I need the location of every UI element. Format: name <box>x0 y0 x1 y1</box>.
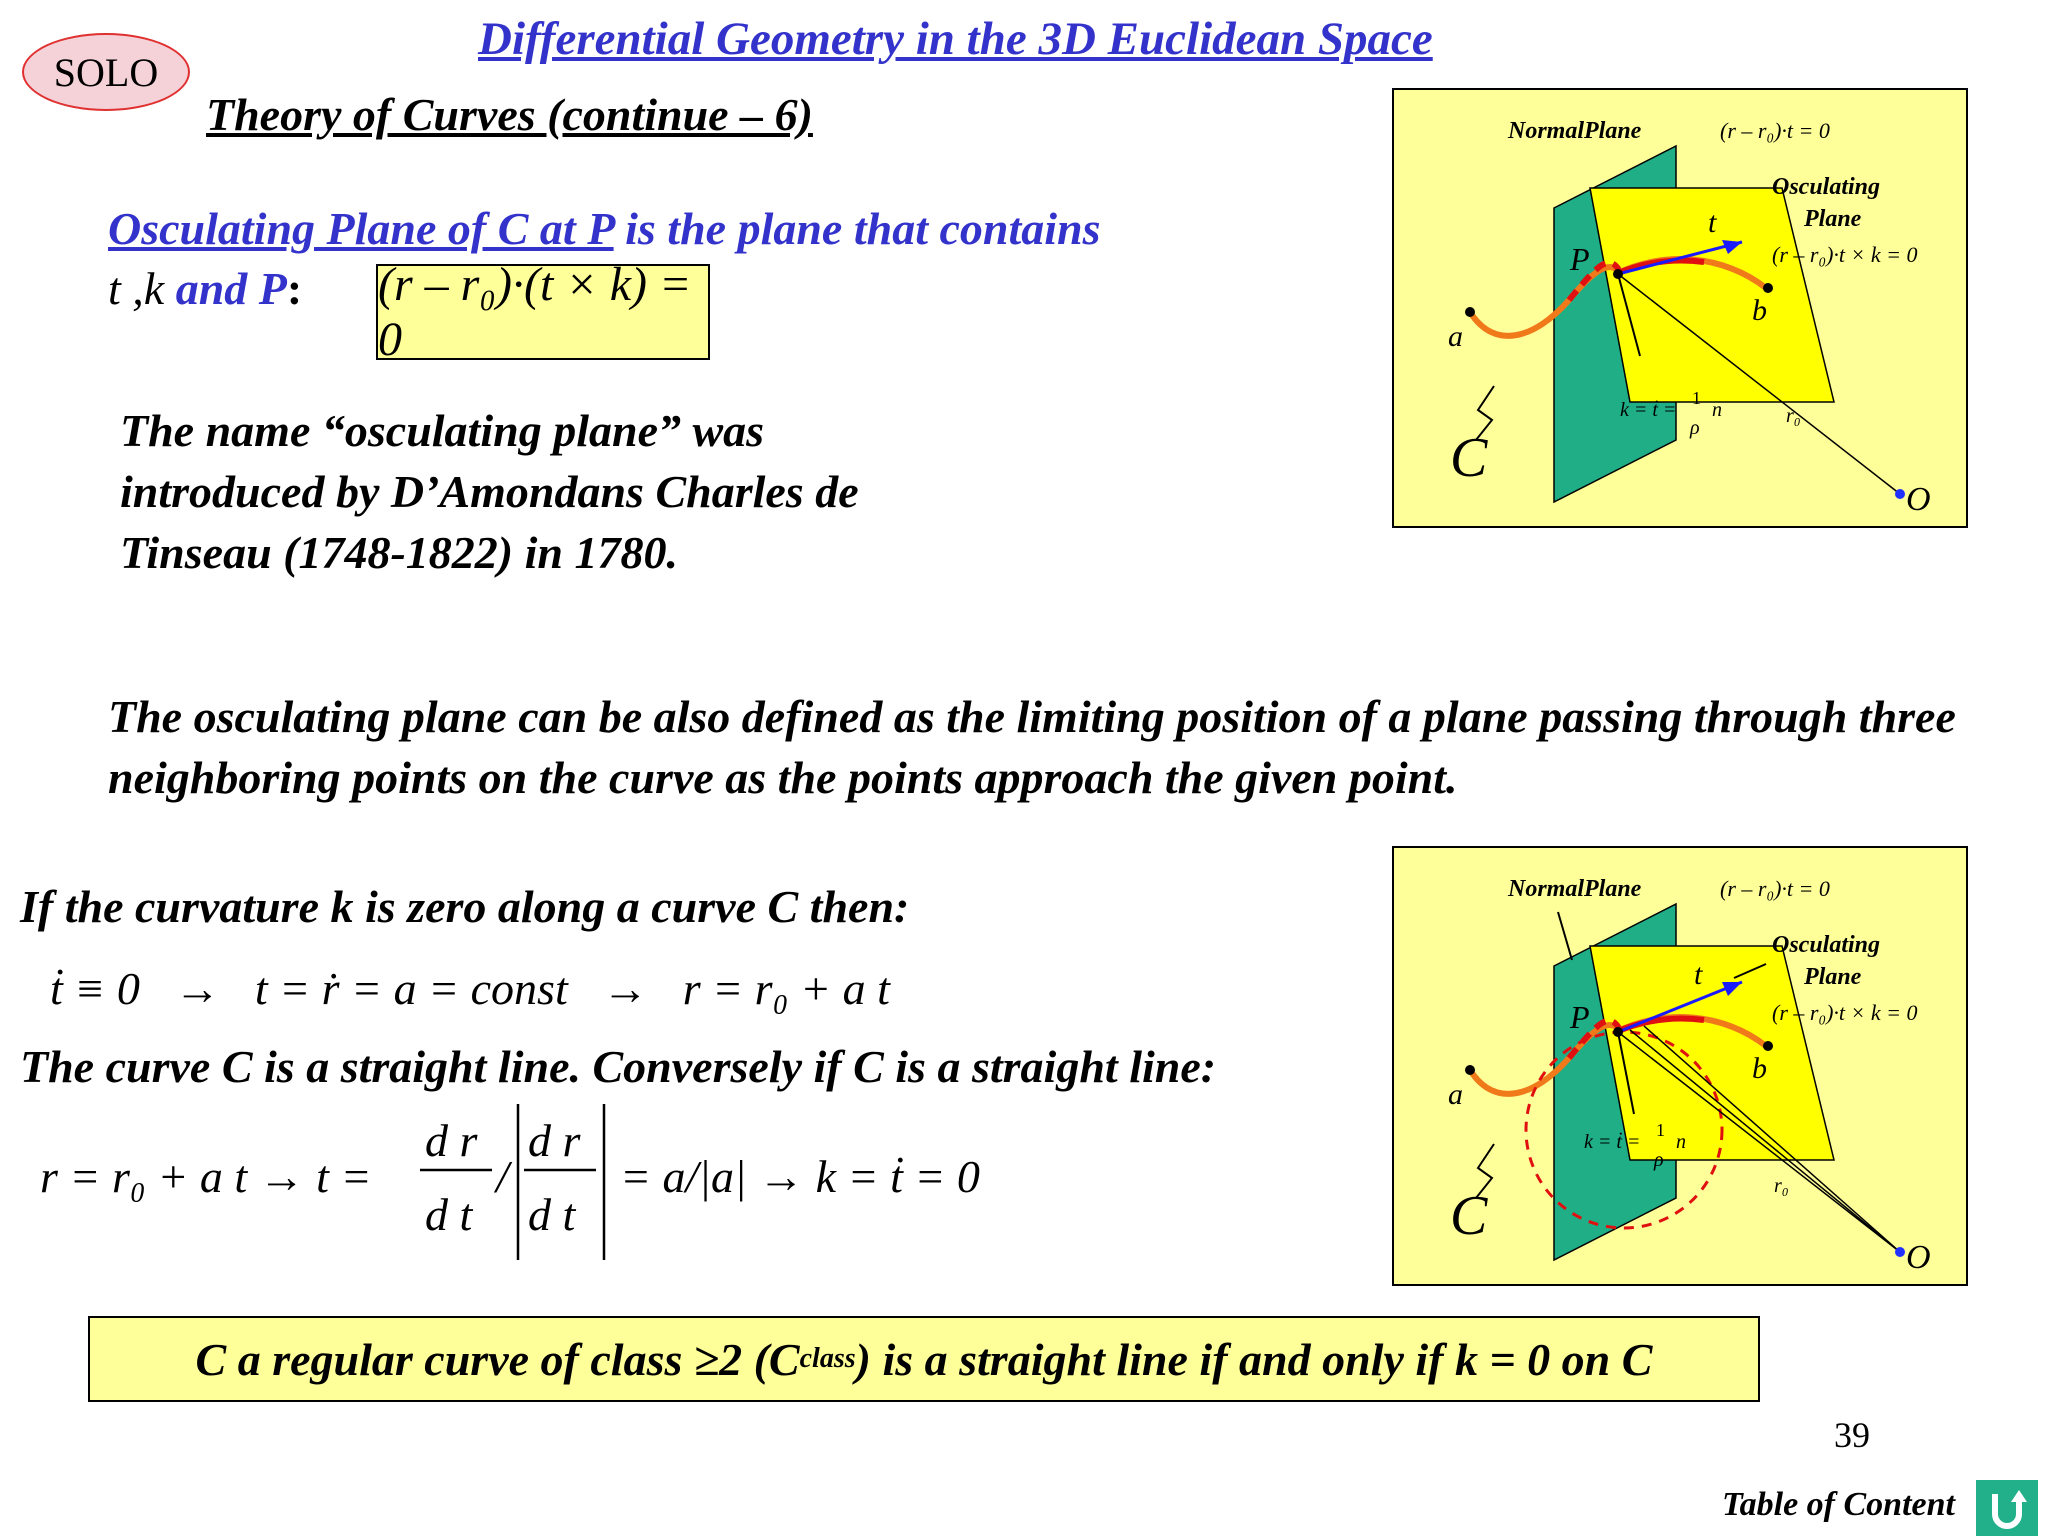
straight-line-colon: : <box>1200 1041 1217 1092</box>
osculating-label-1: Osculating <box>1772 174 1881 200</box>
k-equation: k = ṫ = <box>1620 399 1677 421</box>
o-label: O <box>1906 481 1931 518</box>
p-label-2: P <box>1570 999 1590 1035</box>
osculating-plane-shape-2 <box>1590 946 1834 1160</box>
t-label: t <box>1708 206 1717 239</box>
osculating-figure-bottom <box>1392 846 1968 1286</box>
osculating-label-2: Plane <box>1804 206 1862 232</box>
r0-label-2: r₀ <box>1774 1175 1789 1197</box>
n-label: n <box>1712 399 1722 421</box>
t-label-2: t <box>1694 958 1703 991</box>
one-label-2: 1 <box>1656 1120 1665 1140</box>
osculating-figure-top <box>1392 88 1968 528</box>
and-p-text: and P <box>164 263 287 314</box>
eq3-slash: / <box>496 1151 509 1202</box>
osculating-label-1-2: Osculating <box>1772 932 1881 958</box>
p-label: P <box>1570 241 1590 277</box>
conclusion-pre: C a regular curve of class ≥2 (C <box>195 1333 800 1385</box>
a-label: a <box>1448 320 1463 353</box>
zero-curvature-equation: ṫ ≡ 0 → t = ṙ = a = const → r = r₀ + a t <box>50 963 890 1014</box>
osculating-link[interactable]: Osculating Plane of C at P <box>108 203 614 254</box>
origin-point <box>1895 489 1905 499</box>
straight-line-text: The curve C is a straight line. Conversely if C is a straight line <box>20 1041 1201 1092</box>
and-p-colon: : <box>286 263 303 314</box>
osculating-definition <box>108 202 1101 255</box>
table-of-content-link[interactable]: Table of Content <box>1722 1486 1955 1523</box>
osculating-equation: (r – r₀)·t × k = 0 <box>1772 242 1918 267</box>
solo-label: SOLO <box>53 49 159 95</box>
straight-line-equation <box>40 1100 1020 1270</box>
solo-badge <box>22 33 190 111</box>
normal-plane-pointer <box>1558 912 1572 960</box>
normal-plane-equation-2: (r – r₀)·t = 0 <box>1720 876 1830 901</box>
normal-plane-label: NormalPlane <box>1508 118 1642 144</box>
eq3-num1: d r <box>425 1115 478 1166</box>
osculating-equation-2: (r – r₀)·t × k = 0 <box>1772 1000 1918 1025</box>
osculating-vectors-line <box>108 262 302 315</box>
point-p-2 <box>1613 1027 1623 1037</box>
osculating-label-2-2: Plane <box>1804 964 1862 990</box>
origin-point-2 <box>1895 1247 1905 1257</box>
straight-line-statement <box>20 1040 1216 1093</box>
osculating-def-rest: is the plane that contains <box>613 203 1101 254</box>
r0-label: r₀ <box>1786 405 1801 427</box>
point-a <box>1465 307 1475 317</box>
normal-plane-label-2: NormalPlane <box>1508 876 1642 902</box>
page-title: Differential Geometry in the 3D Euclidean Space <box>478 13 1433 65</box>
o-label-2: O <box>1906 1239 1931 1276</box>
eq3-num2: d r <box>528 1115 581 1166</box>
conclusion-sup: class <box>799 1343 856 1374</box>
section-subtitle: Theory of Curves (continue – 6) <box>206 89 813 140</box>
c-label-2: C <box>1450 1185 1488 1247</box>
eq3-right: = a/|a| → k = ṫ = 0 <box>620 1151 980 1202</box>
normal-plane-equation: (r – r₀)·t = 0 <box>1720 118 1830 143</box>
n-label-2: n <box>1676 1131 1686 1153</box>
b-label-2: b <box>1752 1052 1767 1085</box>
point-a-2 <box>1465 1065 1475 1075</box>
limit-definition-paragraph: The osculating plane can be also defined as the limiting position of a plane passing through three neighboring points on the curve as the points approach the given point. <box>108 691 1956 803</box>
one-label: 1 <box>1692 388 1701 408</box>
eq3-left: r = r₀ + a t → t = <box>40 1151 372 1202</box>
osculating-plane-equation: (r – r₀)·(t × k) = 0 <box>376 264 710 360</box>
a-label-2: a <box>1448 1078 1463 1111</box>
return-arrow-icon[interactable] <box>1976 1480 2038 1536</box>
zero-curvature-heading: If the curvature k is zero along a curve C then: <box>20 881 910 932</box>
rho-label: ρ <box>1690 417 1700 439</box>
b-label: b <box>1752 294 1767 327</box>
conclusion-post: ) is a straight line if and only if k = 0 on C <box>855 1333 1653 1385</box>
history-paragraph: The name “osculating plane” was introduced by D’Amondans Charles de Tinseau (1748-1822) in 1780. <box>120 405 859 578</box>
point-b-2 <box>1763 1041 1773 1051</box>
eq3-den2: d t <box>528 1189 576 1240</box>
k-equation-2: k = ṫ = <box>1584 1131 1641 1153</box>
point-b <box>1763 283 1773 293</box>
c-label: C <box>1450 427 1488 489</box>
tk-vectors: t ,k <box>108 263 165 314</box>
page-number: 39 <box>1834 1415 1870 1455</box>
point-p <box>1613 269 1623 279</box>
eq3-den1: d t <box>425 1189 473 1240</box>
conclusion-box <box>88 1316 1760 1402</box>
rho-label-2: ρ <box>1654 1149 1664 1171</box>
